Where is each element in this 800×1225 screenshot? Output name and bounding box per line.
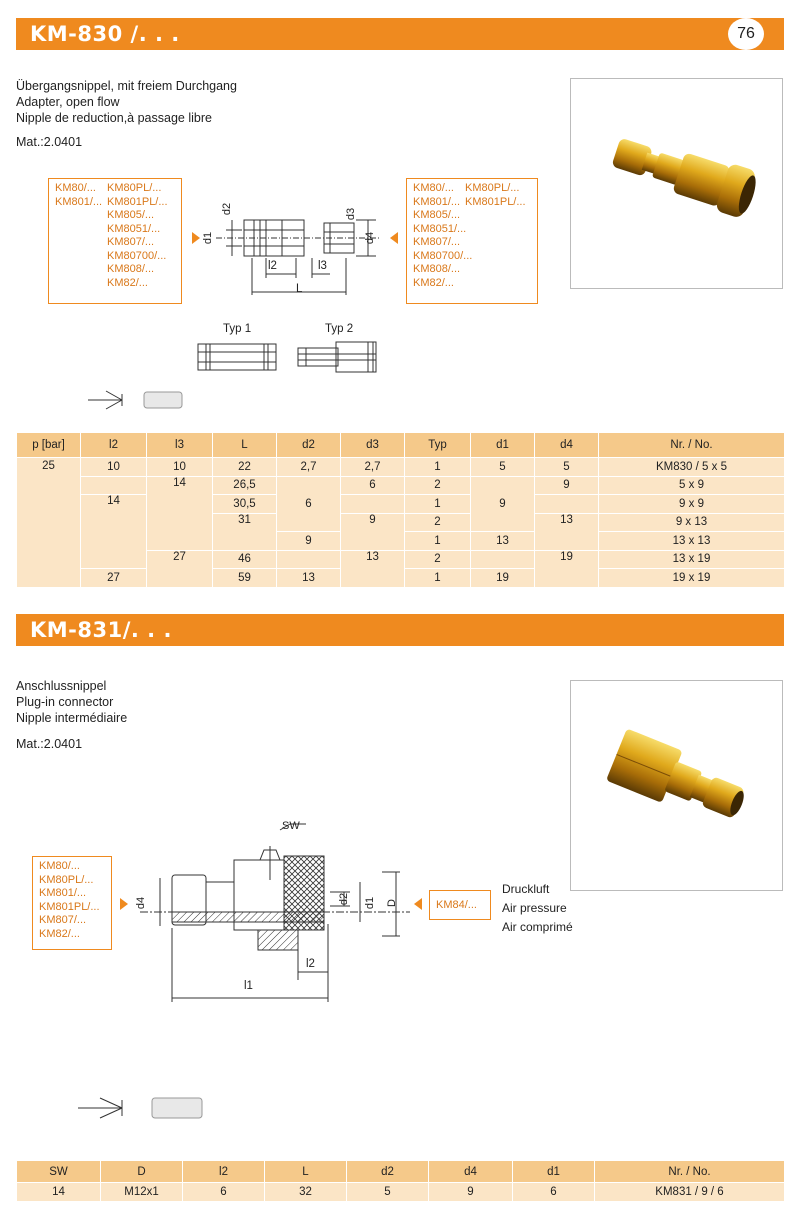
medium-fr: Air comprimé bbox=[502, 920, 573, 934]
refs-col1 bbox=[55, 182, 107, 209]
cell-typ: 2 bbox=[405, 550, 471, 569]
dim-d2: d2 bbox=[221, 202, 234, 216]
cell-nr: 9 x 13 bbox=[599, 513, 785, 532]
section-banner-km830 bbox=[16, 18, 784, 50]
cell-l3: 27 bbox=[147, 550, 213, 587]
cell-nr: 13 x 13 bbox=[599, 532, 785, 551]
section-title: KM-830 /. . . bbox=[30, 22, 180, 46]
dim-L: L bbox=[296, 283, 303, 295]
dim-D: D bbox=[385, 899, 398, 907]
cell-L: 59 bbox=[213, 569, 277, 588]
ref-item: KM8051/... bbox=[107, 222, 161, 235]
description-de: Anschlussnippel bbox=[16, 679, 107, 693]
column-header: d4 bbox=[429, 1161, 513, 1183]
ref-item: KM80700/... bbox=[413, 249, 473, 262]
ref-item: KM84/... bbox=[436, 899, 477, 911]
column-header: SW bbox=[17, 1161, 101, 1183]
cell-d4: 13 bbox=[535, 513, 599, 550]
refs-col2 bbox=[465, 182, 526, 209]
cell-l2: 10 bbox=[81, 458, 147, 477]
cell-L: 30,5 bbox=[213, 495, 277, 514]
medium-description bbox=[502, 880, 573, 937]
cell-L: 22 bbox=[213, 458, 277, 477]
compatible-couplings-left bbox=[32, 856, 112, 950]
dim-l3: l3 bbox=[318, 260, 327, 272]
cell-d2: 2,7 bbox=[277, 458, 341, 477]
column-header: L bbox=[265, 1161, 347, 1183]
description-de: Übergangsnippel, mit freiem Durchgang bbox=[16, 79, 237, 93]
dim-d2: d2 bbox=[338, 892, 351, 906]
table-row bbox=[17, 1183, 785, 1202]
description-fr: Nipple de reduction,à passage libre bbox=[16, 111, 212, 125]
cell-d1: 13 bbox=[471, 532, 535, 551]
spec-table-km830 bbox=[16, 432, 785, 588]
type1-label: Typ 1 bbox=[223, 323, 252, 335]
cell-d4 bbox=[535, 495, 599, 514]
table-row bbox=[17, 495, 785, 514]
ref-item: KM8051/... bbox=[413, 222, 467, 235]
cell-typ: 2 bbox=[405, 476, 471, 495]
ref-item: KM80PL/... bbox=[465, 182, 520, 194]
cell-d3: 13 bbox=[341, 550, 405, 587]
spec-table-km831 bbox=[16, 1160, 785, 1202]
ref-item: KM807/... bbox=[107, 236, 155, 248]
cell-l2: 27 bbox=[81, 569, 147, 588]
ref-item: KM807/... bbox=[39, 914, 87, 926]
dim-d1: d1 bbox=[202, 231, 215, 245]
refs-col1 bbox=[413, 182, 473, 290]
dim-l2: l2 bbox=[268, 260, 277, 272]
cell-typ: 1 bbox=[405, 532, 471, 551]
type2-label: Typ 2 bbox=[325, 323, 354, 335]
cell-l3: 14 bbox=[147, 476, 213, 550]
ref-item: KM801/... bbox=[55, 195, 103, 208]
cell-d2 bbox=[277, 550, 341, 569]
cell-l2 bbox=[81, 476, 147, 495]
medium-en: Air pressure bbox=[502, 901, 567, 915]
cell-d4: 5 bbox=[535, 458, 599, 477]
cell-nr: 5 x 9 bbox=[599, 476, 785, 495]
column-header: Nr. / No. bbox=[595, 1161, 785, 1183]
column-header: d1 bbox=[513, 1161, 595, 1183]
material-label: Mat.:2.0401 bbox=[16, 737, 83, 751]
dim-d4: d4 bbox=[364, 231, 377, 245]
cell-d3: 2,7 bbox=[341, 458, 405, 477]
column-header: Typ bbox=[405, 433, 471, 458]
column-header: L bbox=[213, 433, 277, 458]
ref-item: KM808/... bbox=[413, 263, 461, 275]
cell-d3: 9 bbox=[341, 513, 405, 550]
ref-item: KM808/... bbox=[107, 263, 155, 275]
ref-item: KM82/... bbox=[107, 276, 148, 289]
description-en: Adapter, open flow bbox=[16, 95, 120, 109]
column-header: Nr. / No. bbox=[599, 433, 785, 458]
cell-typ: 1 bbox=[405, 569, 471, 588]
column-header: d2 bbox=[347, 1161, 429, 1183]
material-label: Mat.:2.0401 bbox=[16, 135, 83, 149]
brass-connector-image bbox=[571, 681, 782, 890]
cell-nr: 9 x 9 bbox=[599, 495, 785, 514]
cell-nr: KM831 / 9 / 6 bbox=[595, 1183, 785, 1202]
cell-L: 46 bbox=[213, 550, 277, 569]
cell-d2: 5 bbox=[347, 1183, 429, 1202]
cell-d1: 9 bbox=[471, 476, 535, 532]
compatible-coupling-right bbox=[429, 890, 491, 920]
cell-D: M12x1 bbox=[101, 1183, 183, 1202]
column-header: l2 bbox=[183, 1161, 265, 1183]
ref-item: KM80/... bbox=[55, 182, 96, 194]
column-header: D bbox=[101, 1161, 183, 1183]
cell-L: 32 bbox=[265, 1183, 347, 1202]
refs-col2 bbox=[107, 182, 168, 290]
ref-item: KM82/... bbox=[413, 276, 454, 289]
cell-nr: 19 x 19 bbox=[599, 569, 785, 588]
cell-d4: 19 bbox=[535, 550, 599, 587]
dim-SW: SW bbox=[282, 820, 300, 832]
cell-l3: 10 bbox=[147, 458, 213, 477]
ref-item: KM80/... bbox=[39, 860, 80, 872]
ref-item: KM80/... bbox=[413, 182, 454, 194]
section-title: KM-831/. . . bbox=[30, 618, 172, 642]
arrow-left-icon bbox=[414, 898, 422, 910]
table-header-row bbox=[17, 1161, 785, 1183]
cell-typ: 1 bbox=[405, 495, 471, 514]
dim-d1: d1 bbox=[364, 896, 377, 910]
description-en: Plug-in connector bbox=[16, 695, 114, 709]
flow-symbol-icon bbox=[88, 386, 188, 416]
ref-item: KM82/... bbox=[39, 927, 80, 940]
ref-item: KM80PL/... bbox=[107, 182, 162, 194]
cell-d1: 6 bbox=[513, 1183, 595, 1202]
table-row bbox=[17, 476, 785, 495]
page-number: 76 bbox=[728, 18, 764, 50]
cell-d1: 19 bbox=[471, 569, 535, 588]
cell-L: 26,5 bbox=[213, 476, 277, 495]
column-header: d4 bbox=[535, 433, 599, 458]
type-drawings bbox=[190, 338, 390, 378]
cell-d3 bbox=[341, 495, 405, 514]
column-header: d3 bbox=[341, 433, 405, 458]
ref-item: KM805/... bbox=[107, 209, 155, 221]
cell-L: 31 bbox=[213, 513, 277, 550]
column-header: p [bar] bbox=[17, 433, 81, 458]
compatible-couplings-right bbox=[406, 178, 538, 304]
section-banner-km831 bbox=[16, 614, 784, 646]
ref-item: KM801PL/... bbox=[107, 195, 168, 208]
product-description bbox=[16, 678, 127, 726]
ref-item: KM801PL/... bbox=[39, 900, 100, 913]
cell-nr: 13 x 19 bbox=[599, 550, 785, 569]
cell-l2: 6 bbox=[183, 1183, 265, 1202]
column-header: d2 bbox=[277, 433, 341, 458]
cell-d1: 5 bbox=[471, 458, 535, 477]
technical-drawing-km831 bbox=[130, 820, 420, 1010]
ref-item: KM801/... bbox=[413, 195, 461, 208]
dim-d4: d4 bbox=[135, 896, 148, 910]
dim-d3: d3 bbox=[345, 207, 358, 221]
table-header-row bbox=[17, 433, 785, 458]
flow-symbol-icon bbox=[78, 1092, 218, 1124]
medium-de: Druckluft bbox=[502, 882, 550, 896]
ref-item: KM80700/... bbox=[107, 249, 167, 262]
table-row bbox=[17, 458, 785, 477]
cell-d1 bbox=[471, 550, 535, 569]
cell-d2: 6 bbox=[277, 476, 341, 532]
brass-adapter-image bbox=[571, 79, 782, 288]
cell-d3: 6 bbox=[341, 476, 405, 495]
cell-typ: 2 bbox=[405, 513, 471, 532]
column-header: d1 bbox=[471, 433, 535, 458]
product-description bbox=[16, 78, 237, 126]
column-header: l2 bbox=[81, 433, 147, 458]
cell-d4: 9 bbox=[429, 1183, 513, 1202]
dim-l2: l2 bbox=[306, 958, 315, 970]
cell-d2: 13 bbox=[277, 569, 341, 588]
compatible-couplings-left bbox=[48, 178, 182, 304]
ref-item: KM80PL/... bbox=[39, 873, 94, 886]
cell-typ: 1 bbox=[405, 458, 471, 477]
ref-item: KM801/... bbox=[39, 887, 87, 899]
column-header: l3 bbox=[147, 433, 213, 458]
product-photo-km830 bbox=[570, 78, 783, 289]
ref-item: KM807/... bbox=[413, 236, 461, 248]
dim-l1: l1 bbox=[244, 980, 253, 992]
cell-SW: 14 bbox=[17, 1183, 101, 1202]
product-photo-km831 bbox=[570, 680, 783, 891]
cell-p: 25 bbox=[17, 458, 81, 588]
cell-l2: 14 bbox=[81, 495, 147, 569]
cell-nr: KM830 / 5 x 5 bbox=[599, 458, 785, 477]
cell-d2: 9 bbox=[277, 532, 341, 551]
cell-d4: 9 bbox=[535, 476, 599, 495]
ref-item: KM801PL/... bbox=[465, 195, 526, 208]
description-fr: Nipple intermédiaire bbox=[16, 711, 128, 725]
ref-item: KM805/... bbox=[413, 209, 461, 221]
arrow-left-icon bbox=[390, 232, 398, 244]
arrow-right-icon bbox=[120, 898, 128, 910]
